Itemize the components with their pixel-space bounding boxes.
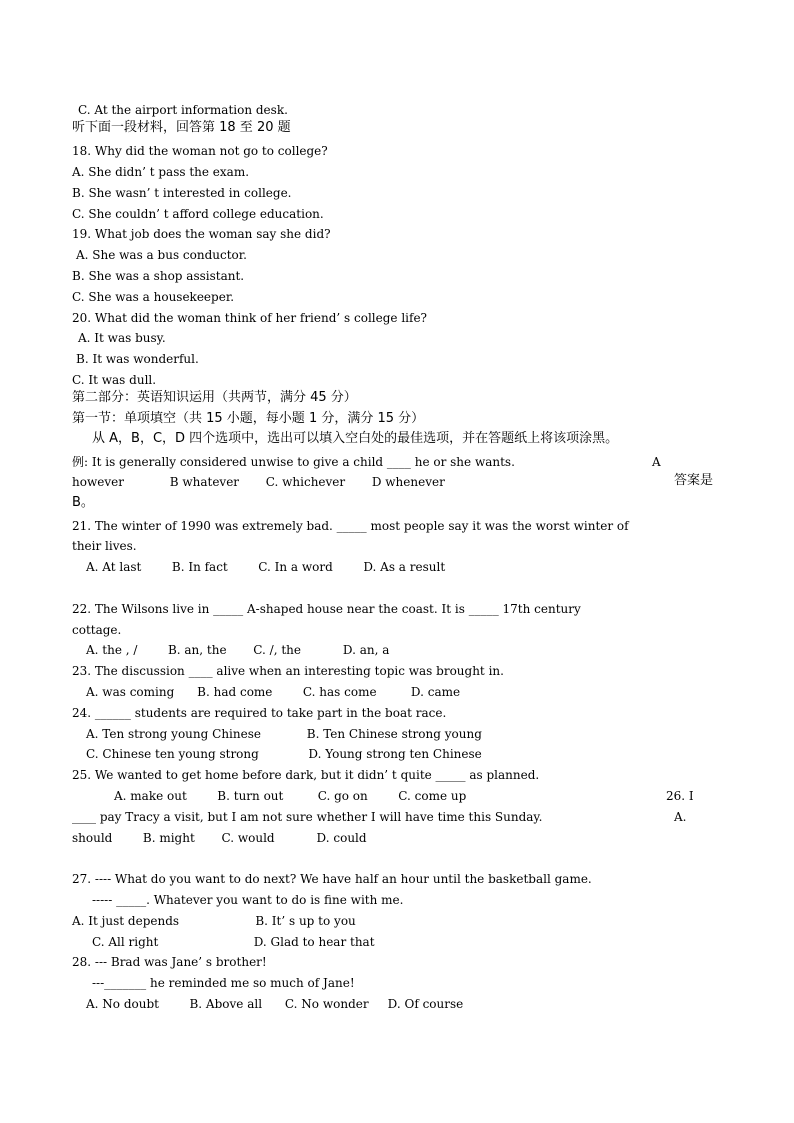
example-options: however B whatever C. whichever D whenever xyxy=(72,475,445,489)
q19-option-b: B. She was a shop assistant. xyxy=(72,269,245,283)
q24-options-ab: A. Ten strong young Chinese B. Ten Chinese strong young xyxy=(86,727,482,741)
question-28: 28. --- Brad was Jane’ s brother! xyxy=(72,955,267,969)
q19-option-a: A. She was a bus conductor. xyxy=(76,248,247,262)
q26-options: should B. might C. would D. could xyxy=(72,831,367,845)
q20-option-b: B. It was wonderful. xyxy=(76,352,199,366)
q26-option-a-letter: A. xyxy=(674,810,687,824)
question-27: 27. ---- What do you want to do next? We have half an hour until the basketball game. xyxy=(72,872,592,886)
example-option-a-letter: A xyxy=(652,455,661,469)
q28-options: A. No doubt B. Above all C. No wonder D. Of course xyxy=(86,997,464,1011)
q25-options: A. make out B. turn out C. go on C. come up xyxy=(114,789,467,803)
question-26: ____ pay Tracy a visit, but I am not sure whether I will have time this Sunday. xyxy=(72,810,543,824)
example-answer-label: 答案是 xyxy=(674,473,714,488)
q17-option-c: C. At the airport information desk. xyxy=(78,103,288,117)
question-28-reply: ---_______ he reminded me so much of Jane! xyxy=(92,976,355,990)
section-one-instruction: 从 A，B，C，D 四个选项中，选出可以填入空白处的最佳选项，并在答题纸上将该项涂黑。 xyxy=(92,431,619,446)
question-27-reply: ----- _____. Whatever you want to do is fine with me. xyxy=(92,893,404,907)
question-22-cont: cottage. xyxy=(72,623,122,637)
q20-option-a: A. It was busy. xyxy=(78,331,166,345)
question-26-number: 26. I xyxy=(666,789,694,803)
q23-options: A. was coming B. had come C. has come D. came xyxy=(86,685,461,699)
q18-option-a: A. She didn’ t pass the exam. xyxy=(72,165,250,179)
q19-option-c: C. She was a housekeeper. xyxy=(72,290,235,304)
q24-options-cd: C. Chinese ten young strong D. Young strong ten Chinese xyxy=(86,747,482,761)
q18-option-b: B. She wasn’ t interested in college. xyxy=(72,186,292,200)
question-25: 25. We wanted to get home before dark, but it didn’ t quite _____ as planned. xyxy=(72,768,540,782)
question-18: 18. Why did the woman not go to college? xyxy=(72,144,328,158)
q18-option-c: C. She couldn’ t afford college education. xyxy=(72,207,324,221)
part-two-heading: 第二部分：英语知识运用（共两节，满分 45 分） xyxy=(72,390,357,405)
example-question: 例: It is generally considered unwise to give a child ____ he or she wants. xyxy=(72,455,515,469)
question-23: 23. The discussion ____ alive when an interesting topic was brought in. xyxy=(72,664,504,678)
example-answer: B。 xyxy=(72,495,94,510)
q27-options-ab: A. It just depends B. It’ s up to you xyxy=(72,914,356,928)
question-19: 19. What job does the woman say she did? xyxy=(72,227,331,241)
question-21-cont: their lives. xyxy=(72,539,137,553)
question-22: 22. The Wilsons live in _____ A-shaped house near the coast. It is _____ 17th century xyxy=(72,602,581,616)
q20-option-c: C. It was dull. xyxy=(72,373,157,387)
question-24: 24. ______ students are required to take part in the boat race. xyxy=(72,706,447,720)
question-21: 21. The winter of 1990 was extremely bad. _____ most people say it was the worst winter of xyxy=(72,519,629,533)
section-instruction-18-20: 听下面一段材料，回答第 18 至 20 题 xyxy=(72,120,291,135)
section-one-heading: 第一节：单项填空（共 15 小题，每小题 1 分，满分 15 分） xyxy=(72,411,425,426)
question-20: 20. What did the woman think of her friend’ s college life? xyxy=(72,311,427,325)
q21-options: A. At last B. In fact C. In a word D. As a result xyxy=(86,560,446,574)
q22-options: A. the , / B. an, the C. /, the D. an, a xyxy=(86,643,390,657)
q27-options-cd: C. All right D. Glad to hear that xyxy=(92,935,375,949)
